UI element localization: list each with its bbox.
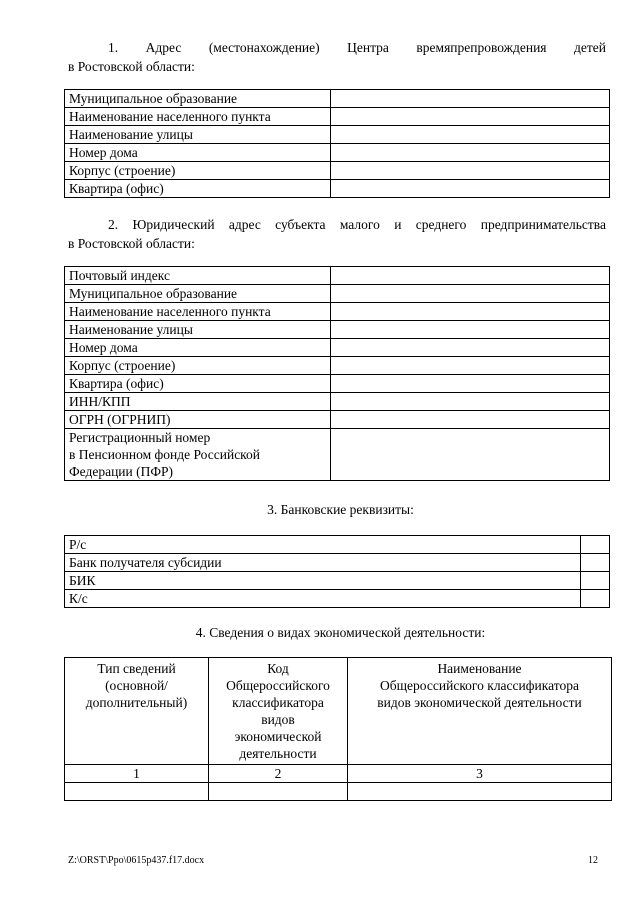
table-row [65,108,610,126]
row-value-field[interactable] [331,180,610,198]
row-value-field[interactable] [331,321,610,339]
section4-heading: 4. Сведения о видах экономической деятельности: [195,625,486,640]
row-label: Корпус (строение) [65,357,331,375]
row-value-field[interactable] [331,90,610,108]
table-row [65,783,612,801]
row-label: Номер дома [65,144,331,162]
table-row [65,180,610,198]
number-cell: 3 [348,765,612,783]
header-line: Тип сведений [97,661,176,676]
empty-cell[interactable] [348,783,612,801]
row-label: Наименование улицы [65,126,331,144]
header-line: классификатора [232,695,324,710]
table-row-pfr [65,429,610,481]
row-label: Муниципальное образование [65,285,331,303]
header-cell-type [65,658,209,765]
row-value-field[interactable] [331,393,610,411]
section2-heading: 2. Юридический адрес субъекта малого и среднего предпринимательства в Ростовской области: [68,217,606,251]
row-label [65,429,331,481]
row-label: Почтовый индекс [65,267,331,285]
economic-activity-table [64,657,612,801]
row-label: Наименование улицы [65,321,331,339]
header-line: экономической [234,729,322,744]
table-row [65,321,610,339]
row-value-field[interactable] [331,126,610,144]
table-number-row [65,765,612,783]
row-label: ОГРН (ОГРНИП) [65,411,331,429]
number-cell: 2 [209,765,348,783]
empty-cell[interactable] [209,783,348,801]
table-row [65,554,610,572]
header-line: (основной/ [105,678,168,693]
header-line: Общероссийского [226,678,330,693]
row-label: Квартира (офис) [65,180,331,198]
header-line: Код [267,661,289,676]
row-value-field[interactable] [581,590,610,608]
row-label-line: Регистрационный номер [69,430,211,445]
row-label: Наименование населенного пункта [65,108,331,126]
section3-heading: 3. Банковские реквизиты: [267,502,414,517]
row-label: Наименование населенного пункта [65,303,331,321]
footer-page-number: 12 [588,855,598,866]
row-value-field[interactable] [581,572,610,590]
row-label: БИК [65,572,581,590]
row-label-line: Федерации (ПФР) [69,464,174,479]
row-label: Банк получателя субсидии [65,554,581,572]
row-value-field[interactable] [331,411,610,429]
row-label: Р/с [65,536,581,554]
legal-address-table [64,266,610,481]
table-row [65,357,610,375]
table-row [65,339,610,357]
row-value-field[interactable] [331,339,610,357]
table-row [65,144,610,162]
row-value-field[interactable] [581,554,610,572]
table-row [65,162,610,180]
empty-cell[interactable] [65,783,209,801]
row-label-line: в Пенсионном фонде Российской [69,447,261,462]
row-value-field[interactable] [331,162,610,180]
table-row [65,411,610,429]
table-row [65,572,610,590]
table-row [65,303,610,321]
header-line: Общероссийского классификатора [380,678,579,693]
row-label: К/с [65,590,581,608]
table-row [65,267,610,285]
row-value-field[interactable] [331,267,610,285]
header-line: деятельности [239,746,317,761]
table-row [65,590,610,608]
row-label: ИНН/КПП [65,393,331,411]
row-value-field[interactable] [331,285,610,303]
table-row [65,375,610,393]
row-label: Муниципальное образование [65,90,331,108]
header-line: дополнительный) [85,695,188,710]
table-row [65,126,610,144]
row-value-field[interactable] [331,429,610,481]
header-cell-code [209,658,348,765]
row-label: Номер дома [65,339,331,357]
table-row [65,393,610,411]
number-cell: 1 [65,765,209,783]
footer-file-path: Z:\ORST\Ppo\0615p437.f17.docx [68,855,205,866]
row-value-field[interactable] [331,144,610,162]
header-line: видов [261,712,295,727]
row-value-field[interactable] [331,303,610,321]
row-value-field[interactable] [331,108,610,126]
row-label: Квартира (офис) [65,375,331,393]
section1-heading: 1. Адрес (местонахождение) Центра времяпрепровождения детей в Ростовской области: [68,40,606,74]
row-value-field[interactable] [331,357,610,375]
header-line: Наименование [437,661,522,676]
row-value-field[interactable] [581,536,610,554]
table-row [65,536,610,554]
row-value-field[interactable] [331,375,610,393]
table-header-row [65,658,612,765]
address-table [64,89,610,198]
header-line: видов экономической деятельности [377,695,582,710]
header-cell-name [348,658,612,765]
row-label: Корпус (строение) [65,162,331,180]
bank-details-table [64,535,610,608]
table-row [65,90,610,108]
table-row [65,285,610,303]
